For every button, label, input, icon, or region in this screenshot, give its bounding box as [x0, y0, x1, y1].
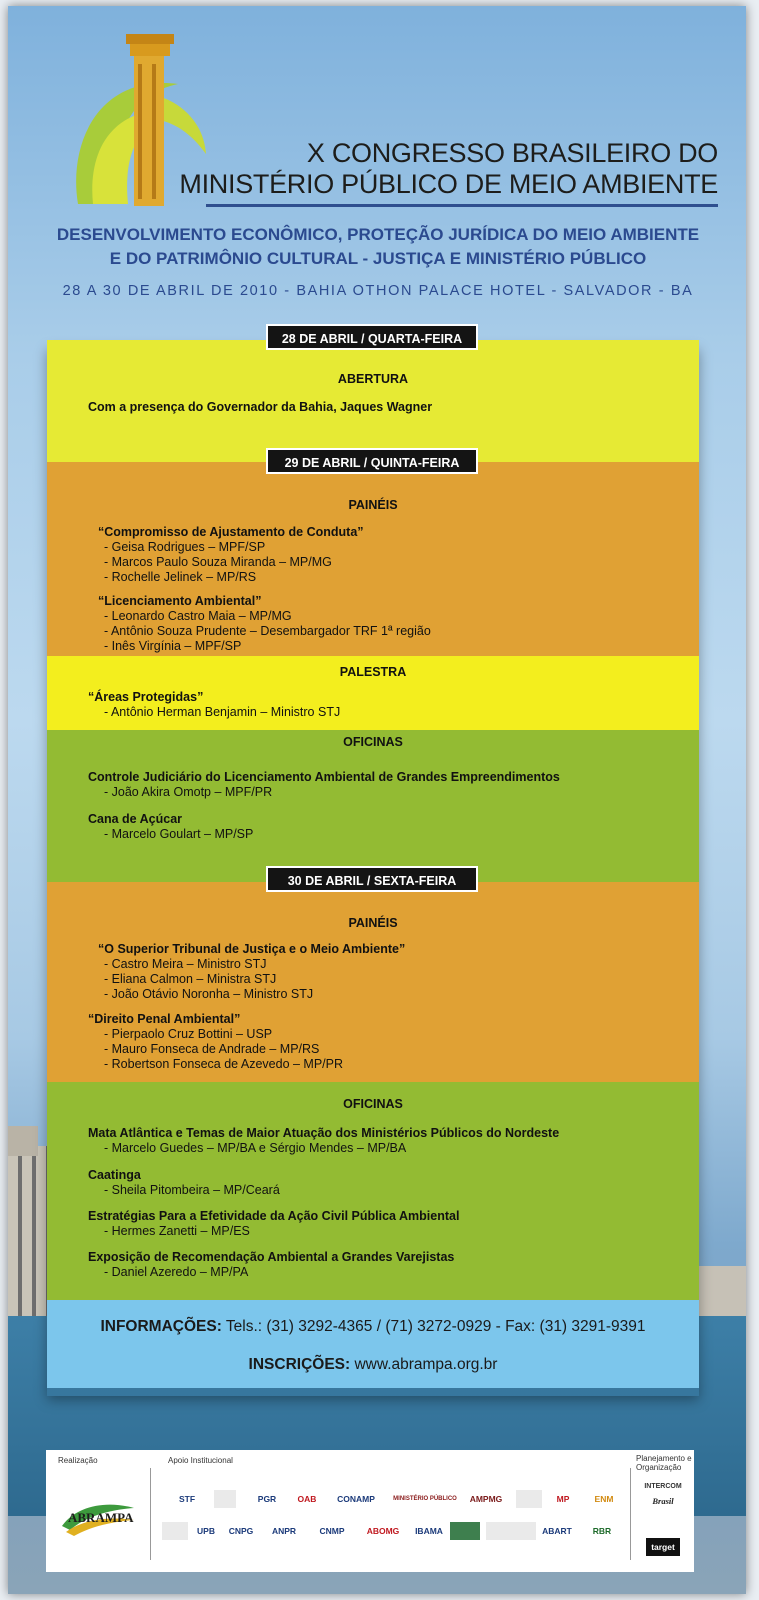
congress-title-line2: MINISTÉRIO PÚBLICO DE MEIO AMBIENTE	[179, 169, 718, 199]
band-day2-workshops	[47, 730, 699, 882]
title-divider	[206, 204, 718, 207]
day2-painel2-speaker: - Antônio Souza Prudente – Desembargador TRF 1ª região	[104, 624, 431, 638]
day3-painel1-title: “O Superior Tribunal de Justiça e o Meio Ambiente”	[98, 942, 406, 956]
day2-painel2-speaker: - Leonardo Castro Maia – MP/MG	[104, 609, 292, 623]
band-contact	[47, 1300, 699, 1388]
sponsor-logo: CNPG	[228, 1526, 254, 1536]
day2-oficina2-speaker: - Marcelo Goulart – MP/SP	[104, 827, 254, 841]
sponsor-logo: ABOMG	[366, 1526, 400, 1536]
registration-line	[47, 1356, 699, 1374]
day2-oficina1-title: Controle Judiciário do Licenciamento Ambiental de Grandes Empreendimentos	[88, 770, 560, 784]
sponsor-logo	[486, 1522, 536, 1540]
info-phones: Tels.: (31) 3292-4365 / (71) 3272-0929 - Fax: (31) 3291-9391	[221, 1318, 646, 1335]
day3-oficina4-speaker: - Daniel Azeredo – MP/PA	[104, 1265, 249, 1279]
day3-oficina1-speaker: - Marcelo Guedes – MP/BA e Sérgio Mendes – MP/BA	[104, 1141, 407, 1155]
day3-painel1-speaker: - Castro Meira – Ministro STJ	[104, 957, 267, 971]
apoio-label: Apoio Institucional	[168, 1456, 233, 1465]
day2-painel1-speaker: - Rochelle Jelinek – MP/RS	[104, 570, 257, 584]
sponsor-logo: IBAMA	[415, 1526, 443, 1536]
day3-painel2-speaker: - Robertson Fonseca de Azevedo – MP/PR	[104, 1057, 344, 1071]
sponsor-logo	[214, 1490, 236, 1508]
event-dateline: 28 A 30 DE ABRIL DE 2010 - BAHIA OTHON PALACE HOTEL - SALVADOR - BA	[62, 283, 694, 299]
day2-painel2-speaker: - Inês Virgínia – MPF/SP	[104, 639, 242, 653]
day3-oficina1-title: Mata Atlântica e Temas de Maior Atuação dos Ministérios Públicos do Nordeste	[88, 1126, 560, 1140]
sponsor-logo: ABART	[542, 1526, 572, 1536]
day3-painel1-speaker: - João Otávio Noronha – Ministro STJ	[104, 987, 314, 1001]
info-label: INFORMAÇÕES:	[100, 1318, 222, 1335]
congress-title-line1: X CONGRESSO BRASILEIRO DO	[306, 138, 718, 168]
planner-logo: target	[646, 1538, 680, 1556]
day2-paineis-heading: PAINÉIS	[348, 498, 398, 512]
day2-palestra-heading: PALESTRA	[339, 665, 407, 679]
day2-painel1-title: “Compromisso de Ajustamento de Conduta”	[98, 525, 364, 539]
sponsor-logo	[450, 1522, 480, 1540]
day2-painel2-title: “Licenciamento Ambiental”	[98, 594, 262, 608]
footer-divider	[630, 1468, 631, 1560]
sponsor-logo: STF	[178, 1494, 196, 1504]
realizacao-label: Realização	[58, 1456, 98, 1465]
day3-oficina2-speaker: - Sheila Pitombeira – MP/Ceará	[104, 1183, 280, 1197]
day2-painel1-speaker: - Marcos Paulo Souza Miranda – MP/MG	[104, 555, 332, 569]
abertura-text: Com a presença do Governador da Bahia, Jaques Wagner	[88, 400, 433, 414]
info-line	[47, 1318, 699, 1336]
sponsor-logo: RBR	[592, 1526, 612, 1536]
sponsors-footer	[46, 1450, 694, 1572]
day2-palestra-speaker: - Antônio Herman Benjamin – Ministro STJ	[104, 705, 341, 719]
planejamento-label: Planejamento e Organização	[636, 1454, 692, 1472]
sponsor-logo: PGR	[257, 1494, 277, 1504]
sponsor-logo: CONAMP	[337, 1494, 375, 1504]
sponsor-logo: UPB	[197, 1526, 215, 1536]
day2-oficina2-title: Cana de Açúcar	[88, 812, 183, 826]
day2-oficina1-speaker: - João Akira Omotp – MPF/PR	[104, 785, 273, 799]
day3-oficina3-title: Estratégias Para a Efetividade da Ação Civil Pública Ambiental	[88, 1209, 460, 1223]
day3-oficina3-speaker: - Hermes Zanetti – MP/ES	[104, 1224, 250, 1238]
day2-tag: 29 DE ABRIL / QUINTA-FEIRA	[266, 448, 478, 474]
registration-label: INSCRIÇÕES:	[248, 1356, 351, 1373]
day3-oficina4-title: Exposição de Recomendação Ambiental a Grandes Varejistas	[88, 1250, 455, 1264]
footer-divider	[150, 1468, 151, 1560]
theme-line1: DESENVOLVIMENTO ECONÔMICO, PROTEÇÃO JURÍDICA DO MEIO AMBIENTE	[56, 225, 700, 244]
day3-painel1-speaker: - Eliana Calmon – Ministra STJ	[104, 972, 277, 986]
registration-url[interactable]: www.abrampa.org.br	[350, 1356, 498, 1373]
day3-paineis-heading: PAINÉIS	[348, 916, 398, 930]
day3-oficinas-heading: OFICINAS	[343, 1097, 403, 1111]
sponsor-logo: CNMP	[319, 1526, 345, 1536]
sponsor-logo: ANPR	[271, 1526, 297, 1536]
day3-painel2-title: “Direito Penal Ambiental”	[88, 1012, 241, 1026]
abertura-heading: ABERTURA	[337, 372, 409, 386]
sponsor-logo: OAB	[297, 1494, 317, 1504]
day3-tag: 30 DE ABRIL / SEXTA-FEIRA	[266, 866, 478, 892]
day3-painel2-speaker: - Pierpaolo Cruz Bottini – USP	[104, 1027, 273, 1041]
poster-frame	[8, 6, 746, 1594]
sponsor-logo	[516, 1490, 542, 1508]
sponsor-logo: AMPMG	[469, 1494, 503, 1504]
day1-tag: 28 DE ABRIL / QUARTA-FEIRA	[266, 324, 478, 350]
abrampa-name: ABRAMPA	[68, 1510, 134, 1525]
theme-line2: E DO PATRIMÔNIO CULTURAL - JUSTIÇA E MINISTÉRIO PÚBLICO	[109, 249, 647, 268]
day3-oficina2-title: Caatinga	[88, 1168, 141, 1182]
sponsor-logo: ENM	[594, 1494, 614, 1504]
sponsor-logo: MP	[556, 1494, 570, 1504]
planner-logo: Brasil	[652, 1496, 674, 1506]
day3-painel2-speaker: - Mauro Fonseca de Andrade – MP/RS	[104, 1042, 320, 1056]
day2-palestra-title: “Áreas Protegidas”	[88, 690, 204, 704]
sponsor-logo: MINISTÉRIO PÚBLICO	[393, 1496, 457, 1502]
day2-painel1-speaker: - Geisa Rodrigues – MPF/SP	[104, 540, 266, 554]
planner-logo: INTERCOM	[644, 1483, 682, 1490]
sponsor-logo	[162, 1522, 188, 1540]
day2-oficinas-heading: OFICINAS	[343, 735, 403, 749]
